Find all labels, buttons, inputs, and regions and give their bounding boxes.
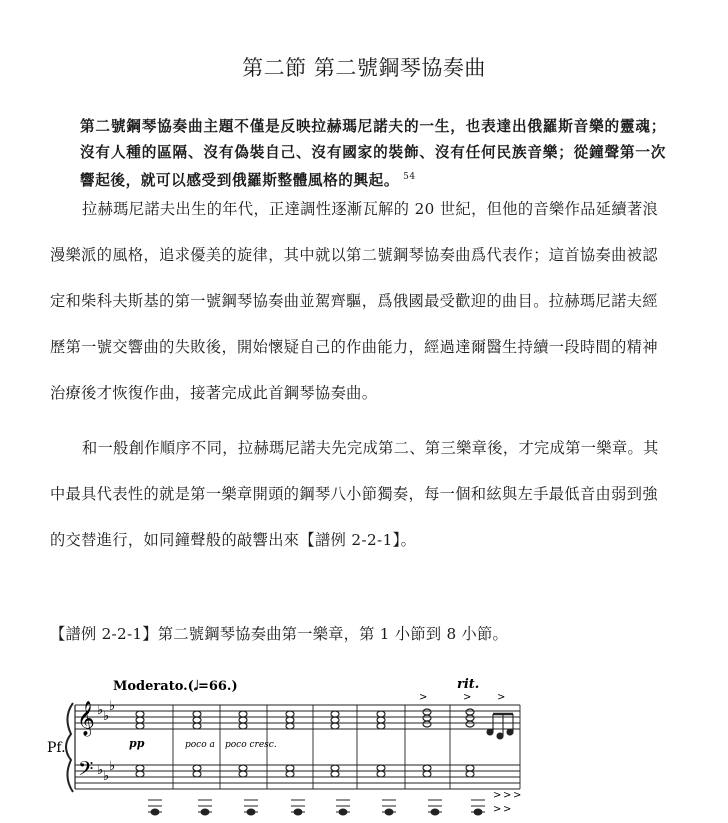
paragraph-1-text: 拉赫瑪尼諾夫出生的年代，正達調性逐漸瓦解的 20 世紀，但他的音樂作品延續著浪漫樂派的風格，追求優美的旋律，其中就以第二號鋼琴協奏曲爲代表作；這首協奏曲被認定和柴科夫斯基的第一號鋼琴協奏曲並駕齊驅，爲俄國最受歡迎的曲目。拉赫瑪尼諾夫經歷第一號交響曲的失敗後，開始懷疑自己的作曲能力，經過達爾醫生持續一段時間的精神治療後才恢復作曲，接著完成此首鋼琴協奏曲。 (50, 200, 659, 402)
score-example-caption: 【譜例 2-2-1】第二號鋼琴協奏曲第一樂章，第 1 小節到 8 小節。 (50, 625, 509, 643)
svg-text:>: > (503, 790, 512, 801)
treble-clef-icon: 𝄞 (77, 701, 95, 736)
accent-marks (419, 692, 505, 703)
music-score-excerpt (45, 672, 545, 823)
svg-text:>: > (493, 804, 502, 815)
svg-text:>: > (503, 804, 512, 815)
svg-text:>: > (493, 790, 502, 801)
svg-text:>: > (497, 692, 506, 703)
footnote-marker: 54 (403, 172, 416, 182)
key-signature-icon (97, 699, 115, 784)
section-title: 第二節 第二號鋼琴協奏曲 (242, 56, 486, 80)
bass-low-notes (148, 800, 485, 815)
paragraph-2-text: 和一般創作順序不同，拉赫瑪尼諾夫先完成第二、第三樂章後，才完成第一樂章。其中最具代表性的就是第一樂章開頭的鋼琴八小節獨奏，每一個和絃與左手最低音由弱到強的交替進行，如同鐘聲般的敲響出來【譜例 2-2-1】。 (50, 439, 659, 549)
rit-marking: rit. (457, 677, 480, 692)
bass-clef-icon: 𝄢 (78, 757, 94, 785)
svg-text:♭: ♭ (103, 709, 110, 724)
svg-text:♭: ♭ (97, 703, 104, 718)
body-paragraph-1 (50, 186, 665, 416)
treble-chords (136, 709, 474, 729)
svg-text:♭: ♭ (109, 759, 116, 774)
epigraph-text: 第二號鋼琴協奏曲主題不僅是反映拉赫瑪尼諾夫的一生，也表達出俄羅斯音樂的靈魂；沒有人種的區隔、沒有偽裝自己、沒有國家的裝飾、沒有任何民族音樂；從鐘聲第一次響起後，就可以感受到俄羅斯整體風格的興起。 (80, 118, 666, 189)
svg-text:♭: ♭ (109, 699, 116, 714)
bass-accent-marks (493, 790, 521, 815)
svg-text:♭: ♭ (103, 769, 110, 784)
dynamic-poco-a: poco a (185, 740, 215, 750)
svg-text:♭: ♭ (97, 763, 104, 778)
instrument-label: Pf. (47, 740, 66, 756)
treble-figure (487, 714, 513, 739)
tempo-marking: Moderato.(𝅗𝅥=66.) (113, 679, 238, 694)
brace-icon (66, 703, 73, 792)
dynamic-pp: pp (129, 737, 145, 750)
body-paragraph-2 (50, 425, 665, 563)
svg-text:>: > (419, 692, 428, 703)
score-image (45, 672, 545, 823)
dynamic-poco-cresc: poco cresc. (225, 740, 277, 750)
epigraph-quote (80, 114, 666, 194)
svg-text:>: > (463, 692, 472, 703)
svg-text:>: > (513, 790, 522, 801)
